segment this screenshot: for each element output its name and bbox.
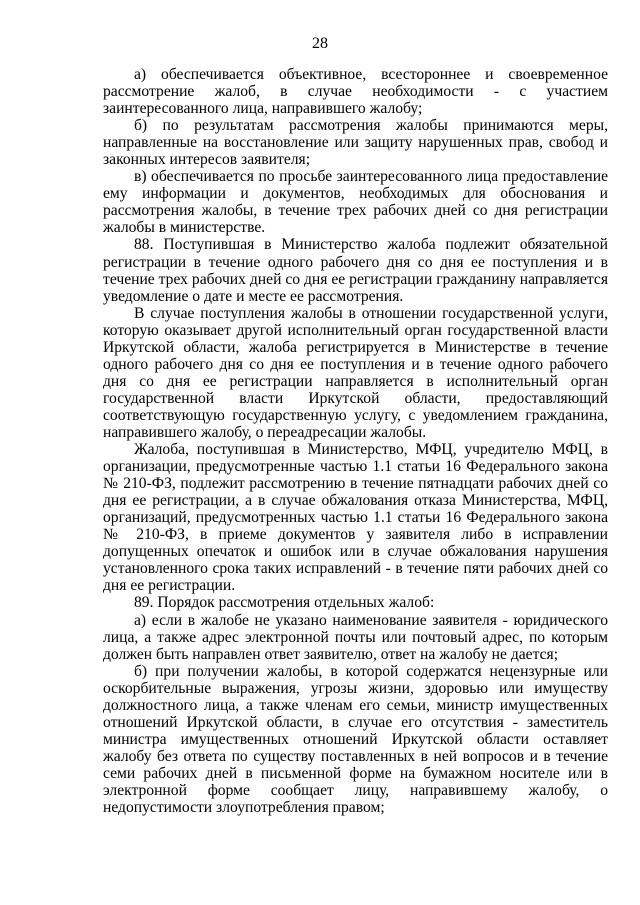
document-body	[103, 66, 608, 816]
paragraph-89-heading: 89. Порядок рассмотрения отдельных жалоб:	[134, 594, 435, 612]
paragraph-redirection: В случае поступления жалобы в отношении государственной услуги, которую оказывает другой исполнительный орган государственной власти Иркутской области, жалоба регистрируется в Министерстве в течение одного рабочего дня со дня ее поступления и в течение одного рабочего дня со дня ее регистрации направляется в исполнительный орган государственной власти Иркутской области, предоставляющий соответствующую государственную услугу, с уведомлением гражданина, направившего жалобу, о переадресации жалобы.	[103, 304, 608, 441]
page-number: 28	[312, 35, 328, 52]
paragraph-89-a-no-applicant-name: а) если в жалобе не указано наименование заявителя - юридического лица, а также адрес электронной почты или почтовый адрес, по которым должен быть направлен ответ заявителю, ответ на жалобу не дается;	[103, 611, 608, 663]
paragraph-89-b-offensive-content: б) при получении жалобы, в которой содержатся нецензурные или оскорбительные выражения, угрозы жизни, здоровью или имуществу должностного лица, а также членам его семьи, министр имущественных отношений Иркутской области, в случае его отсутствия - заместитель министра имущественных отношений Иркутской области оставляет жалобу без ответа по существу поставленных в ней вопросов и в течение семи рабочих дней в письменной форме на бумажном носителе или в электронной форме сообщает лицу, направившему жалобу, о недопустимости злоупотребления правом;	[103, 662, 608, 817]
paragraph-88-registration: 88. Поступившая в Министерство жалоба подлежит обязательной регистрации в течение одного рабочего дня со дня ее поступления и в течение трех рабочих дней со дня ее регистрации гражданину направляется уведомление о дате и месте ее рассмотрения.	[103, 236, 608, 305]
paragraph-b-measures-taken: б) по результатам рассмотрения жалобы принимаются меры, направленные на восстановление или защиту нарушенных прав, свобод и законных интересов заявителя;	[103, 117, 608, 169]
paragraph-c-information-provision: в) обеспечивается по просьбе заинтересованного лица предоставление ему информации и документов, необходимых для обоснования и рассмотрения жалобы, в течение трех рабочих дней со дня регистрации жалобы в министерстве.	[103, 168, 608, 237]
paragraph-review-terms: Жалоба, поступившая в Министерство, МФЦ, учредителю МФЦ, в организации, предусмотренные частью 1.1 статьи 16 Федерального закона № 210-ФЗ, подлежит рассмотрению в течение пятнадцати рабочих дней со дня ее регистрации, а в случае обжалования отказа Министерства, МФЦ, организаций, предусмотренных частью 1.1 статьи 16 Федерального закона № 210-ФЗ, в приеме документов у заявителя либо в исправлении допущенных опечаток и ошибок или в случае обжалования нарушения установленного срока таких исправлений - в течение пяти рабочих дней со дня ее регистрации.	[103, 441, 608, 595]
paragraph-a-objective-review: а) обеспечивается объективное, всестороннее и своевременное рассмотрение жалоб, в случае необходимости - с участием заинтересованного лица, направившего жалобу;	[103, 66, 608, 118]
